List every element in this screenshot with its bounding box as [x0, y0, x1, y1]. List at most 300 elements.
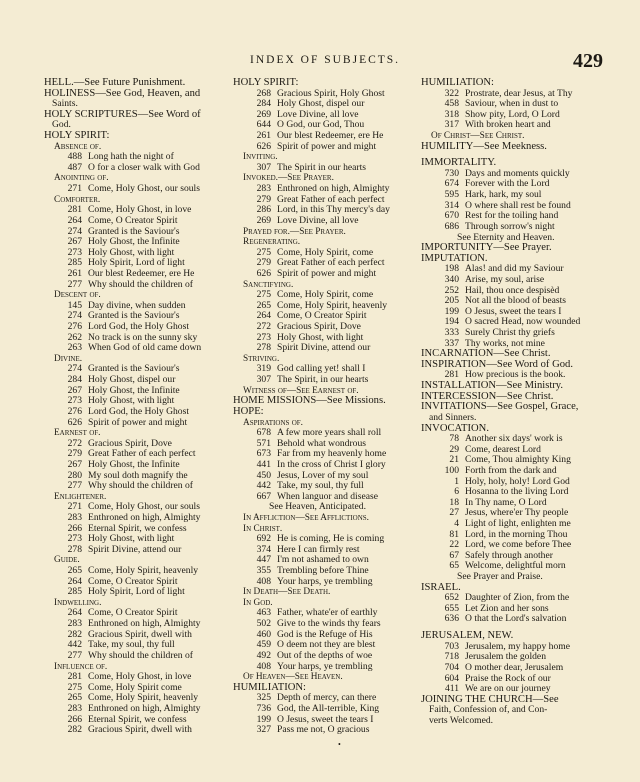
hymn-first-line: Jesus, Lover of my soul [277, 469, 369, 481]
subject-heading: HOLY SPIRIT: [233, 77, 299, 88]
subtopic-heading: Inviting. [243, 152, 278, 163]
hymn-first-line: Saviour, when in dust to [465, 98, 559, 110]
hymn-first-line: Far from my heavenly home [277, 448, 387, 460]
hymn-first-line: Through sorrow's night [465, 220, 555, 232]
hymn-number: 487 [67, 161, 82, 173]
subject-heading: IMMORTALITY. [421, 157, 497, 169]
hymn-entry [421, 222, 602, 233]
hymn-number: 652 [444, 592, 459, 604]
hymn-entry [233, 375, 415, 386]
subtopic-heading: Absence of. [54, 141, 102, 152]
subtopic-heading: In Affliction—See Afflictions. [243, 512, 369, 523]
hymn-number: 269 [256, 214, 271, 226]
hymn-number: 262 [67, 331, 82, 343]
hymn-first-line: Depth of mercy, can there [277, 692, 377, 704]
hymn-number: 278 [256, 342, 271, 354]
hymn-entry [421, 614, 602, 625]
hymn-first-line: Come, O Creator Spirit [277, 310, 367, 322]
hymn-first-line: He is coming, He is coming [277, 533, 385, 545]
hymn-number: 458 [444, 98, 459, 110]
hymn-first-line: O deem not they are blest [277, 639, 376, 651]
hymn-number: 604 [444, 672, 459, 684]
hymn-number: 319 [256, 363, 271, 375]
subtopic-heading: Enlightener. [54, 491, 107, 502]
hymn-first-line: God is the Refuge of His [277, 628, 373, 640]
hymn-number: 275 [256, 289, 271, 301]
hymn-number: 264 [256, 310, 271, 322]
hymn-number: 325 [256, 692, 271, 704]
subject-heading: IMPORTUNITY—See Prayer. [421, 242, 552, 254]
hymn-first-line: Alas! and did my Saviour [465, 263, 564, 275]
hymn-number: 275 [256, 246, 271, 258]
hymn-entry [44, 481, 227, 492]
hymn-number: 692 [256, 533, 271, 545]
hymn-number: 6 [454, 486, 459, 498]
hymn-entry [44, 216, 227, 227]
hymn-number: 667 [256, 490, 271, 502]
hymn-first-line: Out of the depths of woe [277, 649, 373, 661]
hymn-number: 670 [444, 210, 459, 222]
hymn-first-line: Holy Ghost, dispel our [88, 374, 176, 386]
hymn-first-line: Our blest Redeemer, ere He [88, 267, 195, 279]
hymn-number: 281 [444, 369, 459, 381]
hymn-first-line: Come, O Creator Spirit [88, 607, 178, 619]
subtopic-heading: Aspirations of. [243, 417, 303, 428]
hymn-first-line: Holy Ghost, with light [277, 331, 364, 343]
hymn-entry [233, 163, 415, 174]
subtopic-heading: Invoked.—See Prayer. [243, 173, 334, 184]
hymn-number: 266 [67, 713, 82, 725]
hymn-number: 199 [256, 713, 271, 725]
hymn-first-line: Behold what wondrous [277, 437, 366, 449]
hymn-number: 274 [67, 363, 82, 375]
subject-heading: INSPIRATION—See Word of God. [421, 358, 573, 370]
hymn-first-line: Day divine, when sudden [88, 299, 186, 311]
subject-heading: HOLY SCRIPTURES—See Word of [44, 108, 201, 120]
hymn-number: 283 [67, 618, 82, 630]
hymn-entry [44, 418, 227, 429]
hymn-first-line: In the cross of Christ I glory [277, 458, 386, 470]
hymn-first-line: Here I can firmly rest [277, 543, 360, 555]
hymn-entry [44, 163, 227, 174]
subtopic-heading: In Death—See Death. [243, 587, 331, 598]
hymn-number: 492 [256, 649, 271, 661]
hymn-entry [233, 343, 415, 354]
page-number: 429 [573, 50, 603, 72]
hymn-number: 21 [449, 454, 459, 466]
hymn-number: 459 [256, 639, 271, 651]
hymn-number: 252 [444, 284, 459, 296]
hymn-first-line: Come, Holy Spirit come [88, 681, 182, 693]
hymn-entry [44, 184, 227, 195]
hymn-entry [44, 651, 227, 662]
hymn-number: 22 [449, 539, 459, 551]
hymn-entry [421, 275, 602, 286]
subject-heading: HUMILITY—See Meekness. [421, 140, 547, 152]
hymn-number: 488 [67, 151, 82, 163]
hymn-number: 571 [256, 437, 271, 449]
hymn-number: 264 [67, 575, 82, 587]
hymn-number: 261 [67, 267, 82, 279]
hymn-first-line: Why should the children of [88, 649, 193, 661]
subtopic-heading: Earnest of. [54, 428, 101, 439]
hymn-number: 411 [444, 683, 459, 695]
hymn-first-line: Father, whate'er of earthly [277, 607, 378, 619]
hymn-first-line: Enthroned on high, Almighty [277, 183, 390, 195]
hymn-first-line: A few more years shall roll [277, 427, 382, 439]
subject-heading: INCARNATION—See Christ. [421, 348, 551, 360]
hymn-first-line: Lord, we come before Thee [465, 539, 572, 551]
hymn-first-line: Love Divine, all love [277, 214, 359, 226]
hymn-first-line: Gracious Spirit, dwell with [88, 628, 192, 640]
hymn-first-line: Why should the children of [88, 480, 193, 492]
hymn-number: 277 [67, 649, 82, 661]
hymn-number: 145 [67, 299, 82, 311]
hymn-first-line: Come, Holy Spirit, heavenly [277, 299, 388, 311]
hymn-number: 265 [67, 565, 82, 577]
hymn-entry [233, 142, 415, 153]
hymn-number: 268 [256, 87, 271, 99]
hymn-entry [421, 519, 602, 530]
hymn-first-line: Daughter of Zion, from the [465, 592, 570, 604]
hymn-entry [421, 663, 602, 674]
hymn-first-line: Come, Holy Spirit, heavenly [88, 692, 199, 704]
hymn-number: 272 [67, 437, 82, 449]
hymn-number: 408 [256, 660, 271, 672]
hymn-number: 285 [67, 257, 82, 269]
hymn-first-line: Thy works, not mine [465, 337, 545, 349]
hymn-number: 333 [444, 327, 459, 339]
hymn-entry [44, 343, 227, 354]
hymn-first-line: Spirit Divine, attend our [88, 543, 182, 555]
hymn-number: 730 [444, 167, 459, 179]
hymn-number: 626 [256, 140, 271, 152]
hymn-number: 279 [256, 193, 271, 205]
hymn-entry [44, 545, 227, 556]
hymn-first-line: Come, Holy Ghost, our souls [88, 501, 200, 513]
hymn-number: 318 [444, 108, 459, 120]
subtopic-heading: Prayed for.—See Prayer. [243, 226, 346, 237]
hymn-first-line: Spirit of power and might [277, 140, 377, 152]
hymn-first-line: O sacred Head, now wounded [465, 316, 581, 328]
hymn-entry [44, 725, 227, 736]
hymn-first-line: Another six days' work is [465, 433, 563, 445]
hymn-number: 284 [256, 98, 271, 110]
hymn-first-line: O God, our God, Thou [277, 119, 365, 131]
hymn-first-line: Great Father of each perfect [88, 448, 196, 460]
hymn-first-line: Holy Spirit, Lord of light [88, 586, 185, 598]
heading-continuation: verts Welcomed. [429, 714, 494, 726]
hymn-number: 673 [256, 448, 271, 460]
hymn-first-line: Take, my soul, thy full [88, 639, 175, 651]
hymn-first-line: O Jesus, sweet the tears I [465, 305, 562, 317]
hymn-first-line: O where shall rest be found [465, 199, 571, 211]
hymn-first-line: Eternal Spirit, we confess [88, 522, 187, 534]
hymn-number: 463 [256, 607, 271, 619]
subtopic-heading: Of Heaven—See Heaven. [243, 672, 343, 683]
hymn-number: 264 [67, 214, 82, 226]
hymn-number: 674 [444, 178, 459, 190]
hymn-first-line: Lord God, the Holy Ghost [88, 321, 189, 333]
hymn-number: 269 [256, 108, 271, 120]
index-column-2 [233, 78, 415, 736]
hymn-first-line: Great Father of each perfect [277, 193, 385, 205]
hymn-first-line: Our blest Redeemer, ere He [277, 130, 384, 142]
hymn-number: 337 [444, 337, 459, 349]
hymn-number: 67 [449, 549, 459, 561]
subject-heading: ISRAEL. [421, 581, 461, 593]
hymn-number: 263 [67, 342, 82, 354]
hymn-first-line: In Thy name, O Lord [465, 496, 547, 508]
hymn-first-line: Give to the winds thy fears [277, 618, 381, 630]
hymn-number: 264 [67, 607, 82, 619]
hymn-first-line: With broken heart and [465, 119, 551, 131]
hymn-number: 736 [256, 702, 271, 714]
heading-continuation: Saints. [52, 98, 78, 110]
hymn-number: 266 [67, 522, 82, 534]
hymn-entry [233, 269, 415, 280]
hymn-number: 626 [67, 416, 82, 428]
hymn-number: 18 [449, 496, 459, 508]
hymn-number: 199 [444, 305, 459, 317]
hymn-first-line: Spirit Divine, attend our [277, 342, 371, 354]
hymn-first-line: Take, my soul, thy full [277, 480, 364, 492]
hymn-first-line: No track is on the sunny sky [88, 331, 198, 343]
subject-heading: HOLINESS—See God, Heaven, and [44, 87, 201, 99]
hymn-entry [233, 460, 415, 471]
hymn-first-line: Jerusalem the golden [465, 651, 546, 663]
hymn-first-line: O for a closer walk with God [88, 161, 200, 173]
subject-heading: JERUSALEM, NEW. [421, 630, 514, 642]
hymn-first-line: Trembling before Thine [277, 565, 369, 577]
hymn-first-line: Come, Holy Spirit, come [277, 289, 374, 301]
hymn-number: 284 [67, 374, 82, 386]
hymn-number: 198 [444, 263, 459, 275]
running-title: INDEX OF SUBJECTS. [250, 54, 401, 66]
hymn-number: 626 [256, 267, 271, 279]
page-header [0, 50, 640, 76]
hymn-first-line: Why should the children of [88, 278, 193, 290]
hymn-first-line: Hark, hark, my soul [465, 189, 542, 201]
hymn-first-line: I'm not ashamed to own [277, 554, 369, 566]
hymn-first-line: Granted is the Saviour's [88, 310, 180, 322]
hymn-first-line: Holy Ghost, with light [88, 246, 175, 258]
hymn-number: 65 [449, 560, 459, 572]
hymn-number: 265 [256, 299, 271, 311]
cross-reference: See Prayer and Praise. [457, 571, 543, 583]
page-footer [0, 740, 640, 750]
hymn-number: 374 [256, 543, 271, 555]
hymn-number: 327 [256, 724, 271, 736]
subtopic-heading: Comforter. [54, 194, 101, 205]
subtopic-heading: Indwelling. [54, 597, 102, 608]
hymn-first-line: Show pity, Lord, O Lord [465, 108, 560, 120]
hymn-first-line: Love Divine, all love [277, 108, 359, 120]
hymn-number: 286 [256, 204, 271, 216]
hymn-number: 280 [67, 469, 82, 481]
hymn-number: 314 [444, 199, 459, 211]
hymn-number: 273 [67, 395, 82, 407]
hymn-first-line: Come, dearest Lord [465, 443, 541, 455]
hymn-first-line: Holy, holy, holy! Lord God [465, 475, 570, 487]
hymn-first-line: Lord, in this Thy mercy's day [277, 204, 390, 216]
hymn-first-line: Jesus, where'er Thy people [465, 507, 569, 519]
subtopic-heading: Striving. [243, 353, 280, 364]
hymn-number: 273 [256, 331, 271, 343]
hymn-number: 265 [67, 692, 82, 704]
hymn-number: 636 [444, 613, 459, 625]
hymn-first-line: God, the All-terrible, King [277, 702, 380, 714]
subtopic-heading: Influence of. [54, 661, 108, 672]
hymn-number: 275 [67, 681, 82, 693]
subject-heading: INSTALLATION—See Ministry. [421, 380, 564, 392]
hymn-first-line: Holy Spirit, Lord of light [88, 257, 185, 269]
hymn-entry [421, 466, 602, 477]
hymn-number: 279 [67, 448, 82, 460]
hymn-number: 4 [454, 517, 459, 529]
subject-heading: HELL.—See Future Punishment. [44, 77, 186, 88]
subtopic-heading: Divine. [54, 353, 83, 364]
hymn-number: 442 [67, 639, 82, 651]
hymn-number: 194 [444, 316, 459, 328]
hymn-first-line: Come, Holy Ghost, our souls [88, 183, 200, 195]
heading-continuation: and Sinners. [429, 411, 477, 423]
hymn-number: 307 [256, 161, 271, 173]
hymn-first-line: The Spirit in our hearts [277, 161, 366, 173]
hymn-first-line: Come, Holy Spirit, come [277, 246, 374, 258]
hymn-first-line: Come, O Creator Spirit [88, 214, 178, 226]
hymn-first-line: Spirit of power and might [88, 416, 188, 428]
hymn-number: 273 [67, 533, 82, 545]
hymn-number: 100 [444, 464, 459, 476]
hymn-number: 678 [256, 427, 271, 439]
hymn-number: 322 [444, 87, 459, 99]
subtopic-heading: Anointing of. [54, 173, 109, 184]
hymn-number: 277 [67, 480, 82, 492]
hymn-first-line: Days and moments quickly [465, 167, 570, 179]
hymn-first-line: Your harps, ye trembling [277, 660, 373, 672]
hymn-entry [44, 704, 227, 715]
hymn-number: 283 [67, 511, 82, 523]
hymn-first-line: Forever with the Lord [465, 178, 550, 190]
hymn-first-line: Surely Christ thy griefs [465, 327, 555, 339]
hymn-first-line: When God of old came down [88, 342, 202, 354]
hymn-number: 703 [444, 640, 459, 652]
subject-heading: HOPE: [233, 405, 264, 417]
hymn-number: 686 [444, 220, 459, 232]
hymn-number: 442 [256, 480, 271, 492]
hymn-first-line: Forth from the dark and [465, 464, 557, 476]
hymn-first-line: Come, Holy Spirit, heavenly [88, 565, 199, 577]
hymn-first-line: Not all the blood of beasts [465, 295, 566, 307]
hymn-entry [233, 662, 415, 673]
hymn-first-line: Come, Thou almighty King [465, 454, 571, 466]
hymn-first-line: Arise, my soul, arise [465, 273, 545, 285]
hymn-entry [44, 269, 227, 280]
subject-heading: HOME MISSIONS—See Missions. [233, 395, 386, 407]
hymn-number: 644 [256, 119, 271, 131]
hymn-number: 267 [67, 384, 82, 396]
hymn-entry [233, 725, 415, 736]
hymn-first-line: Gracious Spirit, Dove [277, 321, 361, 333]
hymn-first-line: Let Zion and her sons [465, 602, 549, 614]
hymn-first-line: Holy Ghost, with light [88, 395, 175, 407]
hymn-number: 408 [256, 575, 271, 587]
hymn-number: 441 [256, 458, 271, 470]
subtopic-heading: Of Christ—See Christ. [431, 131, 525, 142]
hymn-number: 1 [454, 475, 459, 487]
hymn-first-line: When languor and disease [277, 490, 378, 502]
subject-heading: JOINING THE CHURCH—See [421, 693, 559, 705]
hymn-first-line: God calling yet! shall I [277, 363, 366, 375]
subject-heading: INVITATIONS—See Gospel, Grace, [421, 401, 579, 413]
hymn-number: 273 [67, 246, 82, 258]
hymn-first-line: Holy Ghost, the Infinite [88, 458, 180, 470]
hymn-entry [421, 120, 602, 131]
hymn-first-line: Come, Holy Ghost, in love [88, 204, 192, 216]
hymn-first-line: Come, O Creator Spirit [88, 575, 178, 587]
hymn-first-line: Granted is the Saviour's [88, 225, 180, 237]
hymn-first-line: Come, Holy Ghost, in love [88, 671, 192, 683]
subject-heading: IMPUTATION. [421, 252, 488, 264]
subject-heading: HOLY SPIRIT: [44, 130, 110, 142]
hymn-number: 595 [444, 189, 459, 201]
subject-heading: INVOCATION. [421, 422, 489, 434]
cross-reference: See Eternity and Heaven. [457, 231, 555, 243]
hymn-entry [233, 651, 415, 662]
hymn-first-line: Granted is the Saviour's [88, 363, 180, 375]
hymn-entry [233, 216, 415, 227]
hymn-number: 261 [256, 130, 271, 142]
subtopic-heading: Sanctifying. [243, 279, 294, 290]
hymn-first-line: Hail, thou once despisèd [465, 284, 560, 296]
heading-continuation: Faith, Confession of, and Con- [429, 704, 548, 716]
hymn-number: 340 [444, 273, 459, 285]
hymn-number: 277 [67, 278, 82, 290]
hymn-first-line: Holy Ghost, dispel our [277, 98, 365, 110]
hymn-number: 718 [444, 651, 459, 663]
hymn-first-line: Gracious Spirit, Holy Ghost [277, 87, 385, 99]
subtopic-heading: In God. [243, 597, 273, 608]
hymn-first-line: Lord, in the morning Thou [465, 528, 568, 540]
hymn-first-line: Holy Ghost, with light [88, 533, 175, 545]
hymn-entry [44, 407, 227, 418]
hymn-entry [233, 577, 415, 588]
hymn-first-line: Enthroned on high, Almighty [88, 511, 201, 523]
hymn-entry [44, 460, 227, 471]
cross-reference: See Heaven, Anticipated. [269, 501, 366, 513]
hymn-number: 281 [67, 204, 82, 216]
hymn-number: 274 [67, 310, 82, 322]
hymn-number: 283 [67, 702, 82, 714]
hymn-number: 272 [256, 321, 271, 333]
hymn-first-line: O Jesus, sweet the tears I [277, 713, 374, 725]
subject-heading: HUMILIATION: [421, 77, 494, 88]
hymn-first-line: Light of light, enlighten me [465, 517, 571, 529]
hymn-first-line: Long hath the night of [88, 151, 174, 163]
subtopic-heading: Descent of. [54, 290, 101, 301]
hymn-number: 282 [67, 724, 82, 736]
hymn-number: 27 [449, 507, 459, 519]
hymn-first-line: My soul doth magnify the [88, 469, 188, 481]
subtopic-heading: Guide. [54, 555, 80, 566]
hymn-number: 78 [449, 433, 459, 445]
heading-continuation: God. [52, 119, 71, 131]
hymn-first-line: Enthroned on high, Almighty [88, 618, 201, 630]
hymn-entry [44, 513, 227, 524]
hymn-entry [44, 280, 227, 291]
hymn-number: 205 [444, 295, 459, 307]
